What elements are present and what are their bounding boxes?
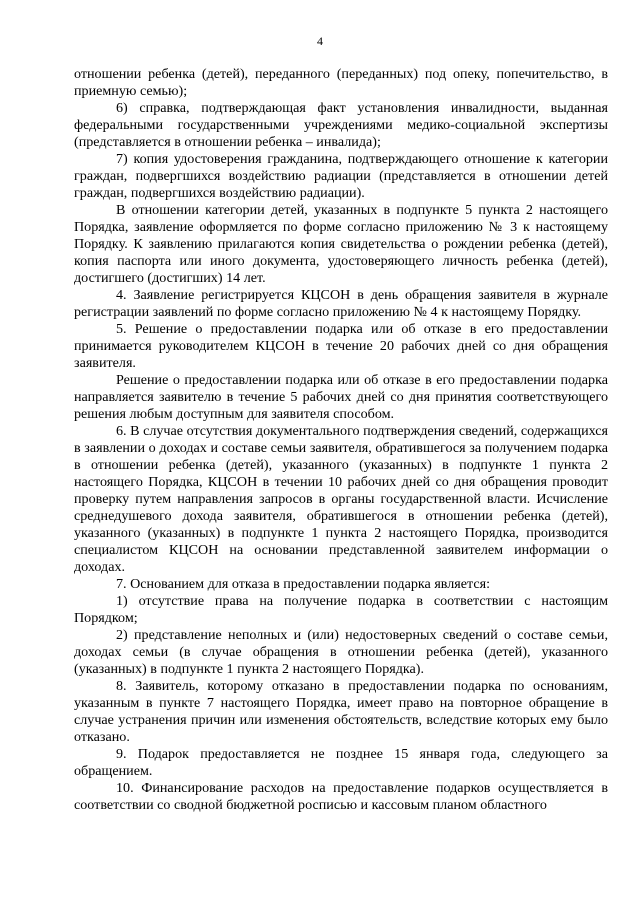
- paragraph-clause-5: 5. Решение о предоставлении подарка или об отказе в его предоставлении принимается руководителем КЦСОН в течение 20 рабочих дней со дня обращения заявителя.: [74, 321, 608, 371]
- paragraph-item-6: 6) справка, подтверждающая факт установления инвалидности, выданная федеральными государственными учреждениями медико-социальной экспертизы (представляется в отношении ребенка – инвалида);: [74, 100, 608, 150]
- paragraph-clause-10: 10. Финансирование расходов на предоставление подарков осуществляется в соответствии со сводной бюджетной росписью и кассовым планом областного: [74, 780, 608, 813]
- paragraph-decision-notice: Решение о предоставлении подарка или об отказе в его предоставлении подарка направляется заявителю в течение 5 рабочих дней со дня принятия соответствующего решения любым доступным для заявителя способом.: [74, 372, 608, 422]
- paragraph-clause-6: 6. В случае отсутствия документального подтверждения сведений, содержащихся в заявлении о доходах и составе семьи заявителя, обратившегося за получением подарка в отношении ребенка (детей), указанного (указанных) в подпункте 1 пункта 2 настоящего Порядка, КЦСОН в течении 10 рабочих дней со дня обращения проводит проверку путем направления запросов в органы государственной власти. Исчисление среднедушевого дохода заявителя, обратившегося в отношении ребенка (детей), указанного (указанных) в подпункте 1 пункта 2 настоящего Порядка, производится специалистом КЦСОН на основании представленной заявителем информации о доходах.: [74, 423, 608, 575]
- paragraph-refusal-reason-1: 1) отсутствие права на получение подарка в соответствии с настоящим Порядком;: [74, 593, 608, 626]
- paragraph-clause-7: 7. Основанием для отказа в предоставлении подарка является:: [116, 576, 491, 592]
- paragraph-clause-8: 8. Заявитель, которому отказано в предоставлении подарка по основаниям, указанным в пункте 7 настоящего Порядка, имеет право на повторное обращение в случае устранения причин или изменения обстоятельств, вследствие которых ему было отказано.: [74, 678, 608, 745]
- paragraph-refusal-reason-2: 2) представление неполных и (или) недостоверных сведений о составе семьи, доходах семьи (в случае обращения в отношении ребенка (детей), указанного (указанных) в подпункте 1 пункта 2 настоящего Порядка).: [74, 627, 608, 677]
- paragraph-category-5: В отношении категории детей, указанных в подпункте 5 пункта 2 настоящего Порядка, заявление оформляется по форме согласно приложению № 3 к настоящему Порядку. К заявлению прилагаются копия свидетельства о рождении ребенка (детей), копия паспорта или иного документа, удостоверяющего личность ребенка (детей), достигшего (достигших) 14 лет.: [74, 202, 608, 286]
- page-number: 4: [317, 34, 323, 48]
- document-body: [74, 66, 608, 814]
- paragraph-item-7: 7) копия удостоверения гражданина, подтверждающего отношение к категории граждан, подвергшихся воздействию радиации (представляется в отношении детей граждан, подвергшихся воздействию радиации).: [74, 151, 608, 201]
- paragraph-clause-4: 4. Заявление регистрируется КЦСОН в день обращения заявителя в журнале регистрации заявлений по форме согласно приложению № 4 к настоящему Порядку.: [74, 287, 608, 320]
- paragraph-clause-9: 9. Подарок предоставляется не позднее 15 января года, следующего за обращением.: [74, 746, 608, 779]
- paragraph-continuation: отношении ребенка (детей), переданного (переданных) под опеку, попечительство, в приемную семью);: [74, 66, 608, 99]
